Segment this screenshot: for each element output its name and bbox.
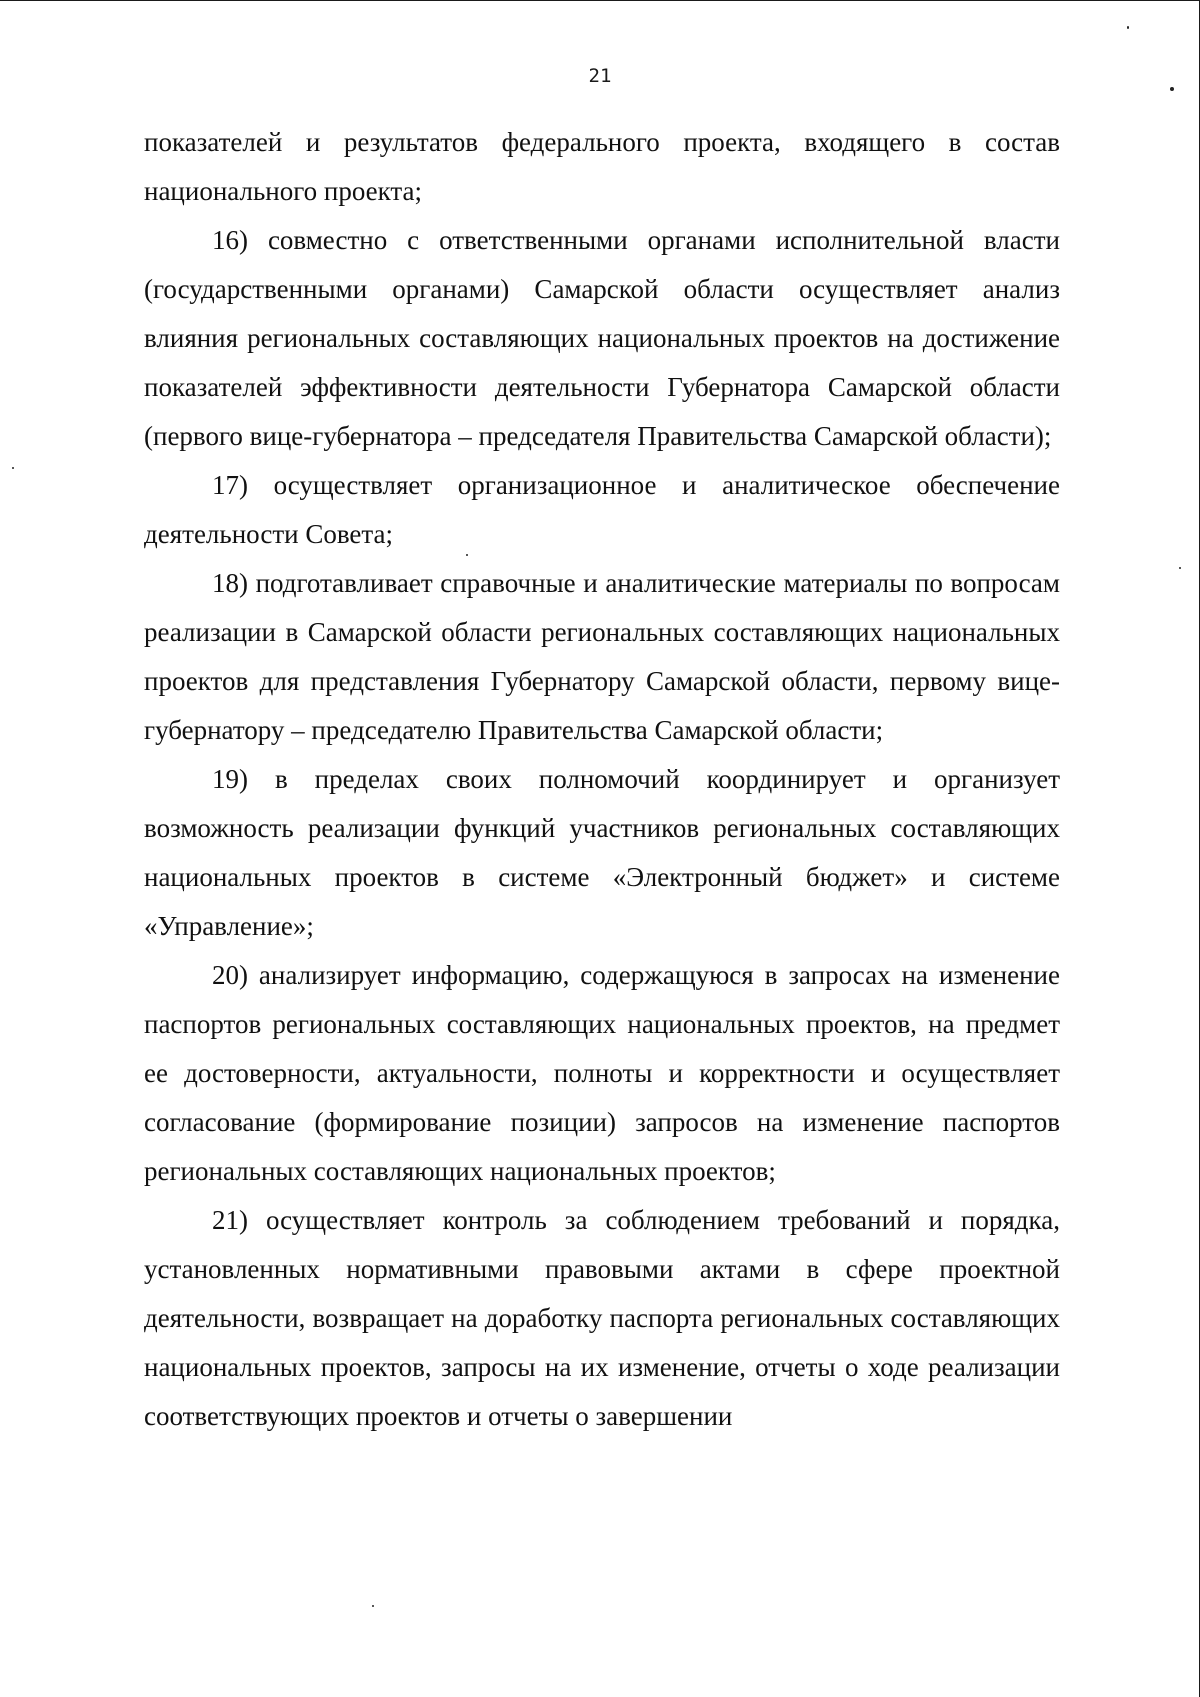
paragraph-item-18: 18) подготавливает справочные и аналитические материалы по вопросам реализации в Самарской области региональных составляющих национальных проектов для представления Губернатору Самарской области, первому вице-губернатору – председателю Правительства Самарской области; bbox=[144, 568, 1060, 745]
page-number: 21 bbox=[588, 65, 612, 87]
paragraph-item-19: 19) в пределах своих полномочий координирует и организует возможность реализации функций участников региональных составляющих национальных проектов в системе «Электронный бюджет» и системе «Управление»; bbox=[144, 764, 1060, 941]
scan-speck bbox=[12, 467, 14, 469]
paragraph-item-17: 17) осуществляет организационное и аналитическое обеспечение деятельности Совета; bbox=[144, 470, 1060, 549]
scan-speck bbox=[1127, 26, 1129, 29]
scan-speck bbox=[372, 1605, 374, 1607]
scan-speck bbox=[1170, 87, 1174, 91]
paragraph-item-16: 16) совместно с ответственными органами исполнительной власти (государственными органами) Самарской области осуществляет анализ влияния региональных составляющих национальных проектов на достижение показателей эффективности деятельности Губернатора Самарской области (первого вице-губернатора – председателя Правительства Самарской области); bbox=[144, 225, 1060, 451]
scan-speck bbox=[466, 554, 468, 556]
document-body bbox=[144, 118, 1060, 1441]
paragraph-item-21: 21) осуществляет контроль за соблюдением требований и порядка, установленных нормативными правовыми актами в сфере проектной деятельности, возвращает на доработку паспорта региональных составляющих национальных проектов, запросы на их изменение, отчеты о ходе реализации соответствующих проектов и отчеты о завершении bbox=[144, 1205, 1060, 1431]
scan-speck bbox=[1179, 567, 1181, 569]
paragraph-continuation: показателей и результатов федерального проекта, входящего в состав национального проекта; bbox=[144, 127, 1060, 206]
paragraph-item-20: 20) анализирует информацию, содержащуюся в запросах на изменение паспортов региональных составляющих национальных проектов, на предмет ее достоверности, актуальности, полноты и корректности и осуществляет согласование (формирование позиции) запросов на изменение паспортов региональных составляющих национальных проектов; bbox=[144, 960, 1060, 1186]
